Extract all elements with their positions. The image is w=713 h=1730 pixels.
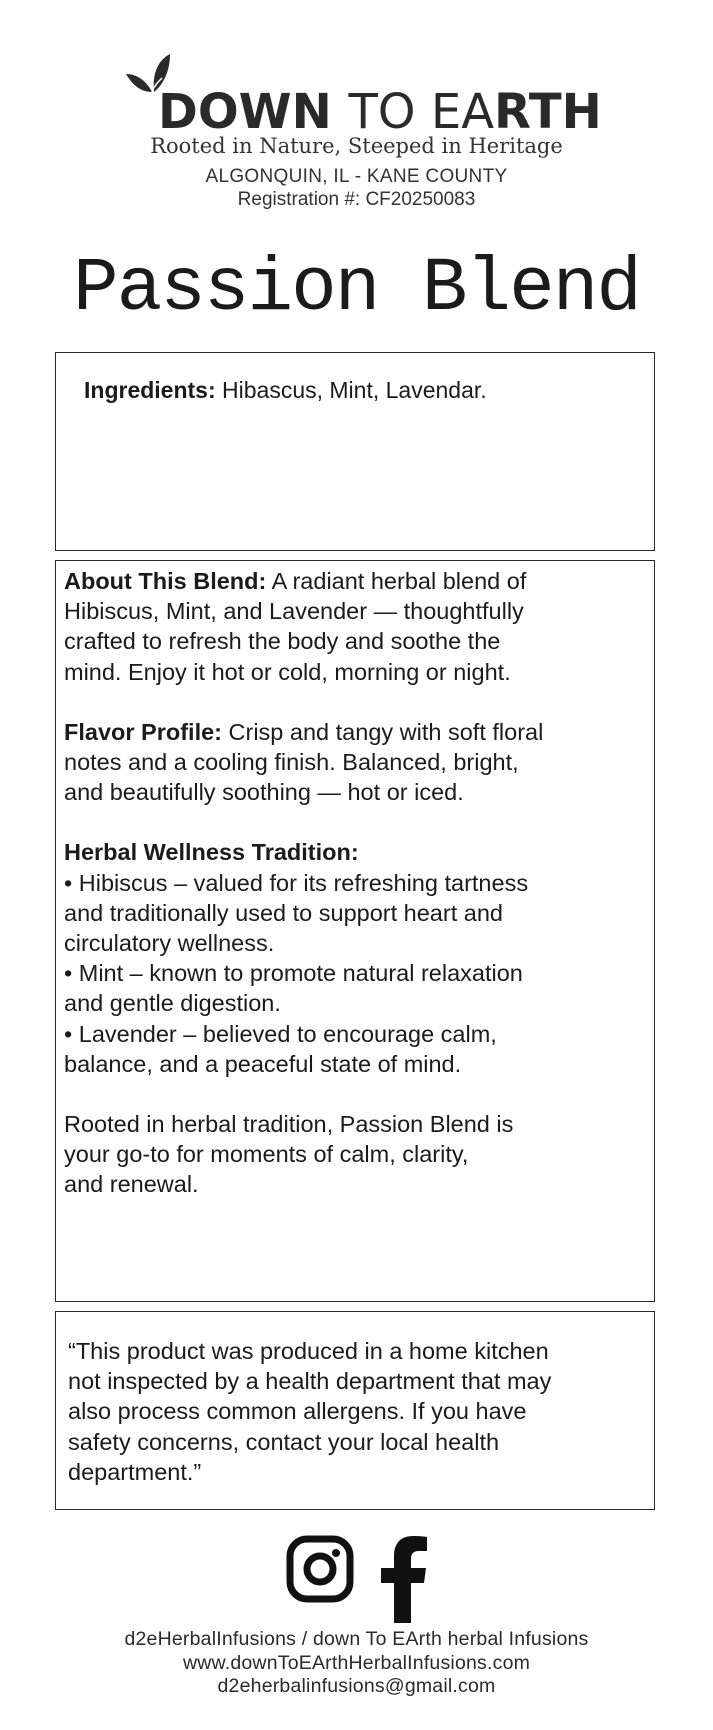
brand-name: DOWN TO EARTH xyxy=(158,84,602,140)
wellness-line: • Lavender – believed to encourage calm, xyxy=(64,1020,497,1047)
about-label: About This Blend: xyxy=(64,568,267,594)
wellness-line: circulatory wellness. xyxy=(64,930,275,957)
brand-tagline: Rooted in Nature, Steeped in Heritage xyxy=(150,134,563,158)
wellness-line: balance, and a peaceful state of mind. xyxy=(64,1050,462,1077)
wellness-line: and traditionally used to support heart and xyxy=(64,899,503,926)
flavor-label: Flavor Profile: xyxy=(64,718,223,745)
ingredients-list: Hibascus, Mint, Lavendar. xyxy=(215,377,487,403)
ingredients-label: Ingredients: xyxy=(84,377,216,403)
wellness-line: and gentle digestion. xyxy=(64,990,281,1017)
about-line: mind. Enjoy it hot or cold, morning or night. xyxy=(64,658,511,685)
closing-section xyxy=(64,1109,654,1200)
disclaimer-box xyxy=(55,1311,655,1510)
website-link[interactable]: www.downToEArthHerbalInfusions.com xyxy=(182,1651,531,1674)
closing-line: your go-to for moments of calm, clarity, xyxy=(64,1141,469,1168)
wellness-label: Herbal Wellness Tradition: xyxy=(64,839,359,866)
wellness-section xyxy=(64,837,654,1079)
label-header xyxy=(0,40,713,211)
wellness-line: • Hibiscus – valued for its refreshing tartness xyxy=(64,869,529,896)
disclaimer-text: “This product was produced in a home kitchen not inspected by a health department that may also process common allergens. If you have safety concerns, contact your local health department.” xyxy=(68,1338,552,1485)
closing-line: and renewal. xyxy=(64,1171,199,1198)
about-section: About This Blend: A radiant herbal blend of Hibiscus, Mint, and Lavender — thoughtfully crafted to refresh the body and soothe the mind. Enjoy it hot or cold, morning or night. xyxy=(64,566,654,687)
flavor-line: and beautifully soothing — hot or iced. xyxy=(64,779,464,806)
brand-handle: d2eHerbalInfusions / down To EArth herbal Infusions xyxy=(124,1628,589,1650)
flavor-line: notes and a cooling finish. Balanced, bright, xyxy=(64,749,519,776)
flavor-section: Flavor Profile: Crisp and tangy with soft floral notes and a cooling finish. Balanced, bright, and beautifully soothing — hot or iced. xyxy=(64,717,654,808)
description-box xyxy=(55,560,655,1302)
registration-number: Registration #: CF20250083 xyxy=(237,189,476,210)
ingredients-box xyxy=(55,352,655,551)
about-line: Hibiscus, Mint, and Lavender — thoughtfully xyxy=(64,598,524,625)
instagram-icon[interactable] xyxy=(286,1535,354,1603)
location-text: ALGONQUIN, IL - KANE COUNTY xyxy=(205,166,508,187)
product-title: Passion Blend xyxy=(73,246,640,332)
facebook-icon[interactable] xyxy=(380,1535,428,1623)
email-link[interactable]: d2eherbalinfusions@gmail.com xyxy=(217,1675,496,1697)
closing-line: Rooted in herbal tradition, Passion Blend is xyxy=(64,1111,514,1138)
brand-logo xyxy=(0,40,713,140)
wellness-line: • Mint – known to promote natural relaxation xyxy=(64,960,523,987)
about-line: crafted to refresh the body and soothe the xyxy=(64,628,501,655)
contact-footer xyxy=(0,1628,713,1699)
ingredients-text xyxy=(84,375,654,405)
social-links xyxy=(0,1535,713,1623)
